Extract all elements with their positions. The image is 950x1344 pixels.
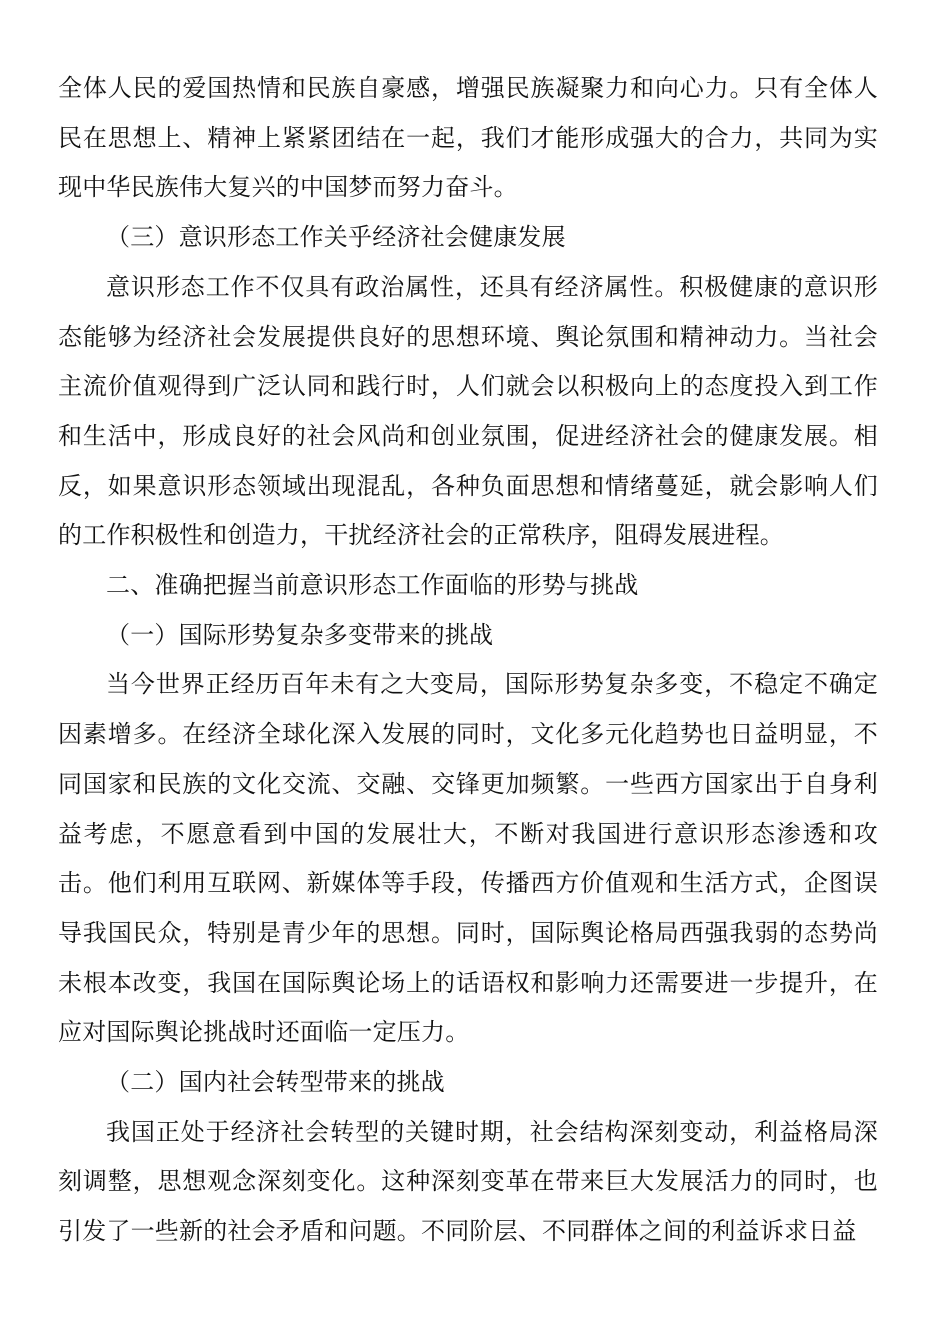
chapter-heading-2: 二、准确把握当前意识形态工作面临的形势与挑战 (106, 571, 639, 600)
section-heading-3: （三）意识形态工作关乎经济社会健康发展 (106, 223, 566, 252)
section-heading-1: （一）国际形势复杂多变带来的挑战 (106, 620, 494, 649)
paragraph-domestic-challenges: 我国正处于经济社会转型的关键时期，社会结构深刻变动，利益格局深刻调整，思想观念深刻变化。这种深刻变革在带来巨大发展活力的同时，也引发了一些新的社会矛盾和问题。不同阶层、不同群体之间的利益诉求日益 (58, 1117, 878, 1246)
paragraph-international-challenges: 当今世界正经历百年未有之大变局，国际形势复杂多变，不稳定不确定因素增多。在经济全球化深入发展的同时，文化多元化趋势也日益明显，不同国家和民族的文化交流、交融、交锋更加频繁。一些西方国家出于自身利益考虑，不愿意看到中国的发展壮大，不断对我国进行意识形态渗透和攻击。他们利用互联网、新媒体等手段，传播西方价值观和生活方式，企图误导我国民众，特别是青少年的思想。同时，国际舆论格局西强我弱的态势尚未根本改变，我国在国际舆论场上的话语权和影响力还需要进一步提升，在应对国际舆论挑战时还面临一定压力。 (58, 670, 878, 1047)
section-heading-2: （二）国内社会转型带来的挑战 (106, 1068, 445, 1097)
paragraph-ideology-economy: 意识形态工作不仅具有政治属性，还具有经济属性。积极健康的意识形态能够为经济社会发展提供良好的思想环境、舆论氛围和精神动力。当社会主流价值观得到广泛认同和践行时，人们就会以积极向上的态度投入到工作和生活中，形成良好的社会风尚和创业氛围，促进经济社会的健康发展。相反，如果意识形态领域出现混乱，各种负面思想和情绪蔓延，就会影响人们的工作积极性和创造力，干扰经济社会的正常秩序，阻碍发展进程。 (58, 272, 878, 550)
paragraph-continuation: 全体人民的爱国热情和民族自豪感，增强民族凝聚力和向心力。只有全体人民在思想上、精神上紧紧团结在一起，我们才能形成强大的合力，共同为实现中华民族伟大复兴的中国梦而努力奋斗。 (58, 74, 878, 202)
